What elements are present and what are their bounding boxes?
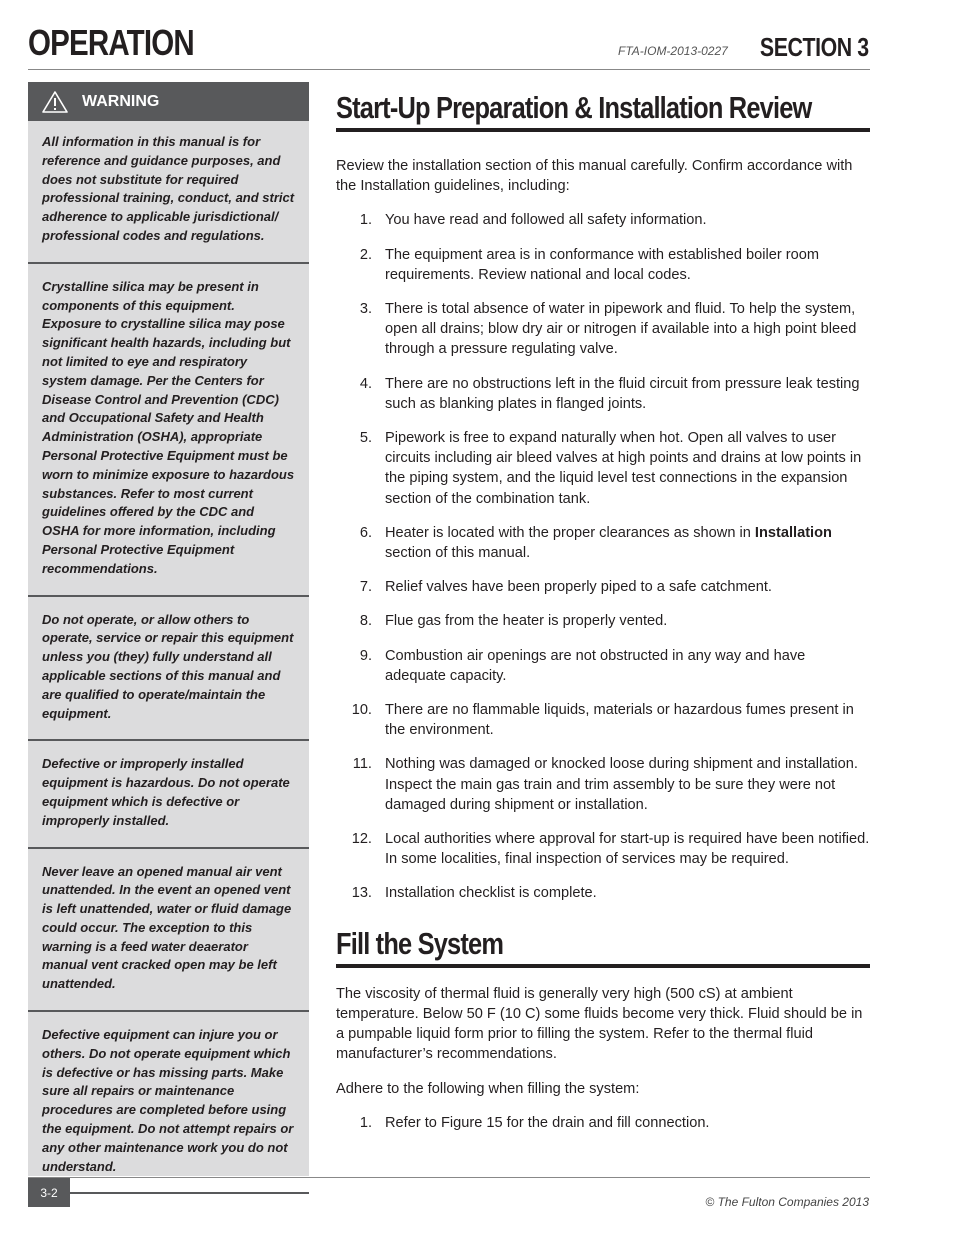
item-text: Refer to Figure 15 for the drain and fill connection. [385,1114,710,1131]
page-number: 3-2 [28,1178,70,1207]
startup-section-title: Start-Up Preparation & Installation Review [336,90,812,125]
section-title-rule [336,128,870,132]
warning-header [28,82,309,121]
item-text: There are no flammable liquids, materials or hazardous fumes present in the environment. [385,702,854,739]
startup-checklist [336,210,870,903]
item-text: The equipment area is in conformance with established boiler room requirements. Review national and local codes. [385,246,819,283]
warning-sidebar [28,82,309,1176]
item-number: 2. [359,246,372,263]
item-text: Nothing was damaged or knocked loose during shipment and installation. Inspect the main gas train and trim assembly to be sure they were not damaged during shipment or installation. [385,756,858,813]
item-number: 13. [351,885,372,902]
fill-section-title: Fill the System [336,925,504,961]
fill-instruction: Adhere to the following when filling the system: [336,1080,640,1097]
item-number: 1. [359,1114,372,1131]
list-item [336,829,870,869]
copyright-notice: © The Fulton Companies 2013 [705,1195,869,1209]
item-text: Relief valves have been properly piped to a safe catchment. [385,579,772,596]
list-item [336,883,870,903]
item-number: 4. [359,375,372,392]
warning-qualified-operation: Do not operate, or allow others to operate, service or repair this equipment unless you (they) fully understand all applicable sections of this manual and are qualified to operate/maintain the equipment. [28,597,309,742]
list-item [336,374,870,414]
page-title: OPERATION [28,22,194,63]
list-item [336,1113,870,1133]
section-label: SECTION 3 [760,32,869,62]
list-item [336,210,870,230]
list-item [336,754,870,815]
item-text-part: section of this manual. [385,545,531,562]
main-content [336,90,870,1133]
document-number: FTA-IOM-2013-0227 [618,44,728,58]
item-text: Pipework is free to expand naturally when hot. Open all valves to user circuits including air bleed valves at high points and drains at low points in the piping system, and the liquid level test connections in the expansion section of the combination tank. [385,430,862,507]
item-text: Installation checklist is complete. [385,885,597,902]
item-text: You have read and followed all safety information. [385,212,707,229]
item-number: 9. [359,647,372,664]
list-item [336,299,870,360]
fill-paragraph: The viscosity of thermal fluid is generally very high (500 cS) at ambient temperature. Below 50 F (10 C) some fluids become very thick. Fluid should be in a pumpable liquid form prior to filling the system. Refer to the thermal fluid manufacturer’s recommendations. [336,985,863,1063]
item-text: Flue gas from the heater is properly vented. [385,613,668,630]
fill-steps [336,1113,870,1133]
section-title-rule [336,964,870,968]
item-number: 5. [359,430,372,447]
list-item [336,245,870,285]
item-number: 1. [359,212,372,229]
list-item [336,646,870,686]
item-number: 7. [359,579,372,596]
item-text-part: Heater is located with the proper clearances as shown in [385,524,755,541]
startup-intro: Review the installation section of this manual carefully. Confirm accordance with the Installation guidelines, including: [336,158,853,195]
list-item [336,611,870,631]
list-item [336,577,870,597]
warning-triangle-icon [42,91,68,113]
warning-defective-equipment: Defective equipment can injure you or others. Do not operate equipment which is defective or has missing parts. Make sure all repairs or maintenance procedures are completed before using the equipment. Do not attempt repairs or any other maintenance work you do not understand. [28,1012,309,1194]
item-number: 6. [359,524,372,541]
list-item [336,700,870,740]
installation-reference: Installation [754,524,832,541]
list-item [336,428,870,509]
warning-general-info: All information in this manual is for reference and guidance purposes, and does not substitute for required professional training, conduct, and strict adherence to applicable jurisdictional/ professional codes and regulations. [28,121,309,264]
warning-defective-installation: Defective or improperly installed equipment is hazardous. Do not operate equipment which is defective or improperly installed. [28,741,309,848]
item-number: 10. [351,702,372,719]
item-text [372,523,870,563]
item-text: There are no obstructions left in the fluid circuit from pressure leak testing such as blanking plates in flanged joints. [385,375,860,412]
item-text: Combustion air openings are not obstructed in any way and have adequate capacity. [385,647,806,684]
item-text: There is total absence of water in pipework and fluid. To help the system, open all drains; blow dry air or nitrogen if available into a high point bleed through a pressure regulating valve. [385,301,857,358]
warning-crystalline-silica: Crystalline silica may be present in components of this equipment. Exposure to crystalline silica may pose significant health hazards, including but not limited to eye and respiratory system damage. Per the Centers for Disease Control and Prevention (CDC) and Occupational Safety and Health Administration (OSHA), appropriate Personal Protective Equipment must be worn to minimize exposure to hazardous substances. Refer to most current guidelines offered by the CDC and OSHA for more information, including Personal Protective Equipment recommendations. [28,264,309,597]
warning-label: WARNING [82,92,160,110]
header-divider [28,69,870,70]
list-item [336,523,870,563]
warning-air-vent: Never leave an opened manual air vent unattended. In the event an opened vent is left unattended, water or fluid damage could occur. The exception to this warning is a feed water deaerator manual vent cracked open may be left unattended. [28,849,309,1013]
item-number: 8. [359,613,372,630]
item-number: 3. [359,301,372,318]
item-text: Local authorities where approval for start-up is required have been notified. In some localities, final inspection of services may be required. [385,831,870,868]
item-number: 11. [352,756,372,773]
item-number: 12. [351,831,372,848]
footer-divider [28,1177,870,1178]
